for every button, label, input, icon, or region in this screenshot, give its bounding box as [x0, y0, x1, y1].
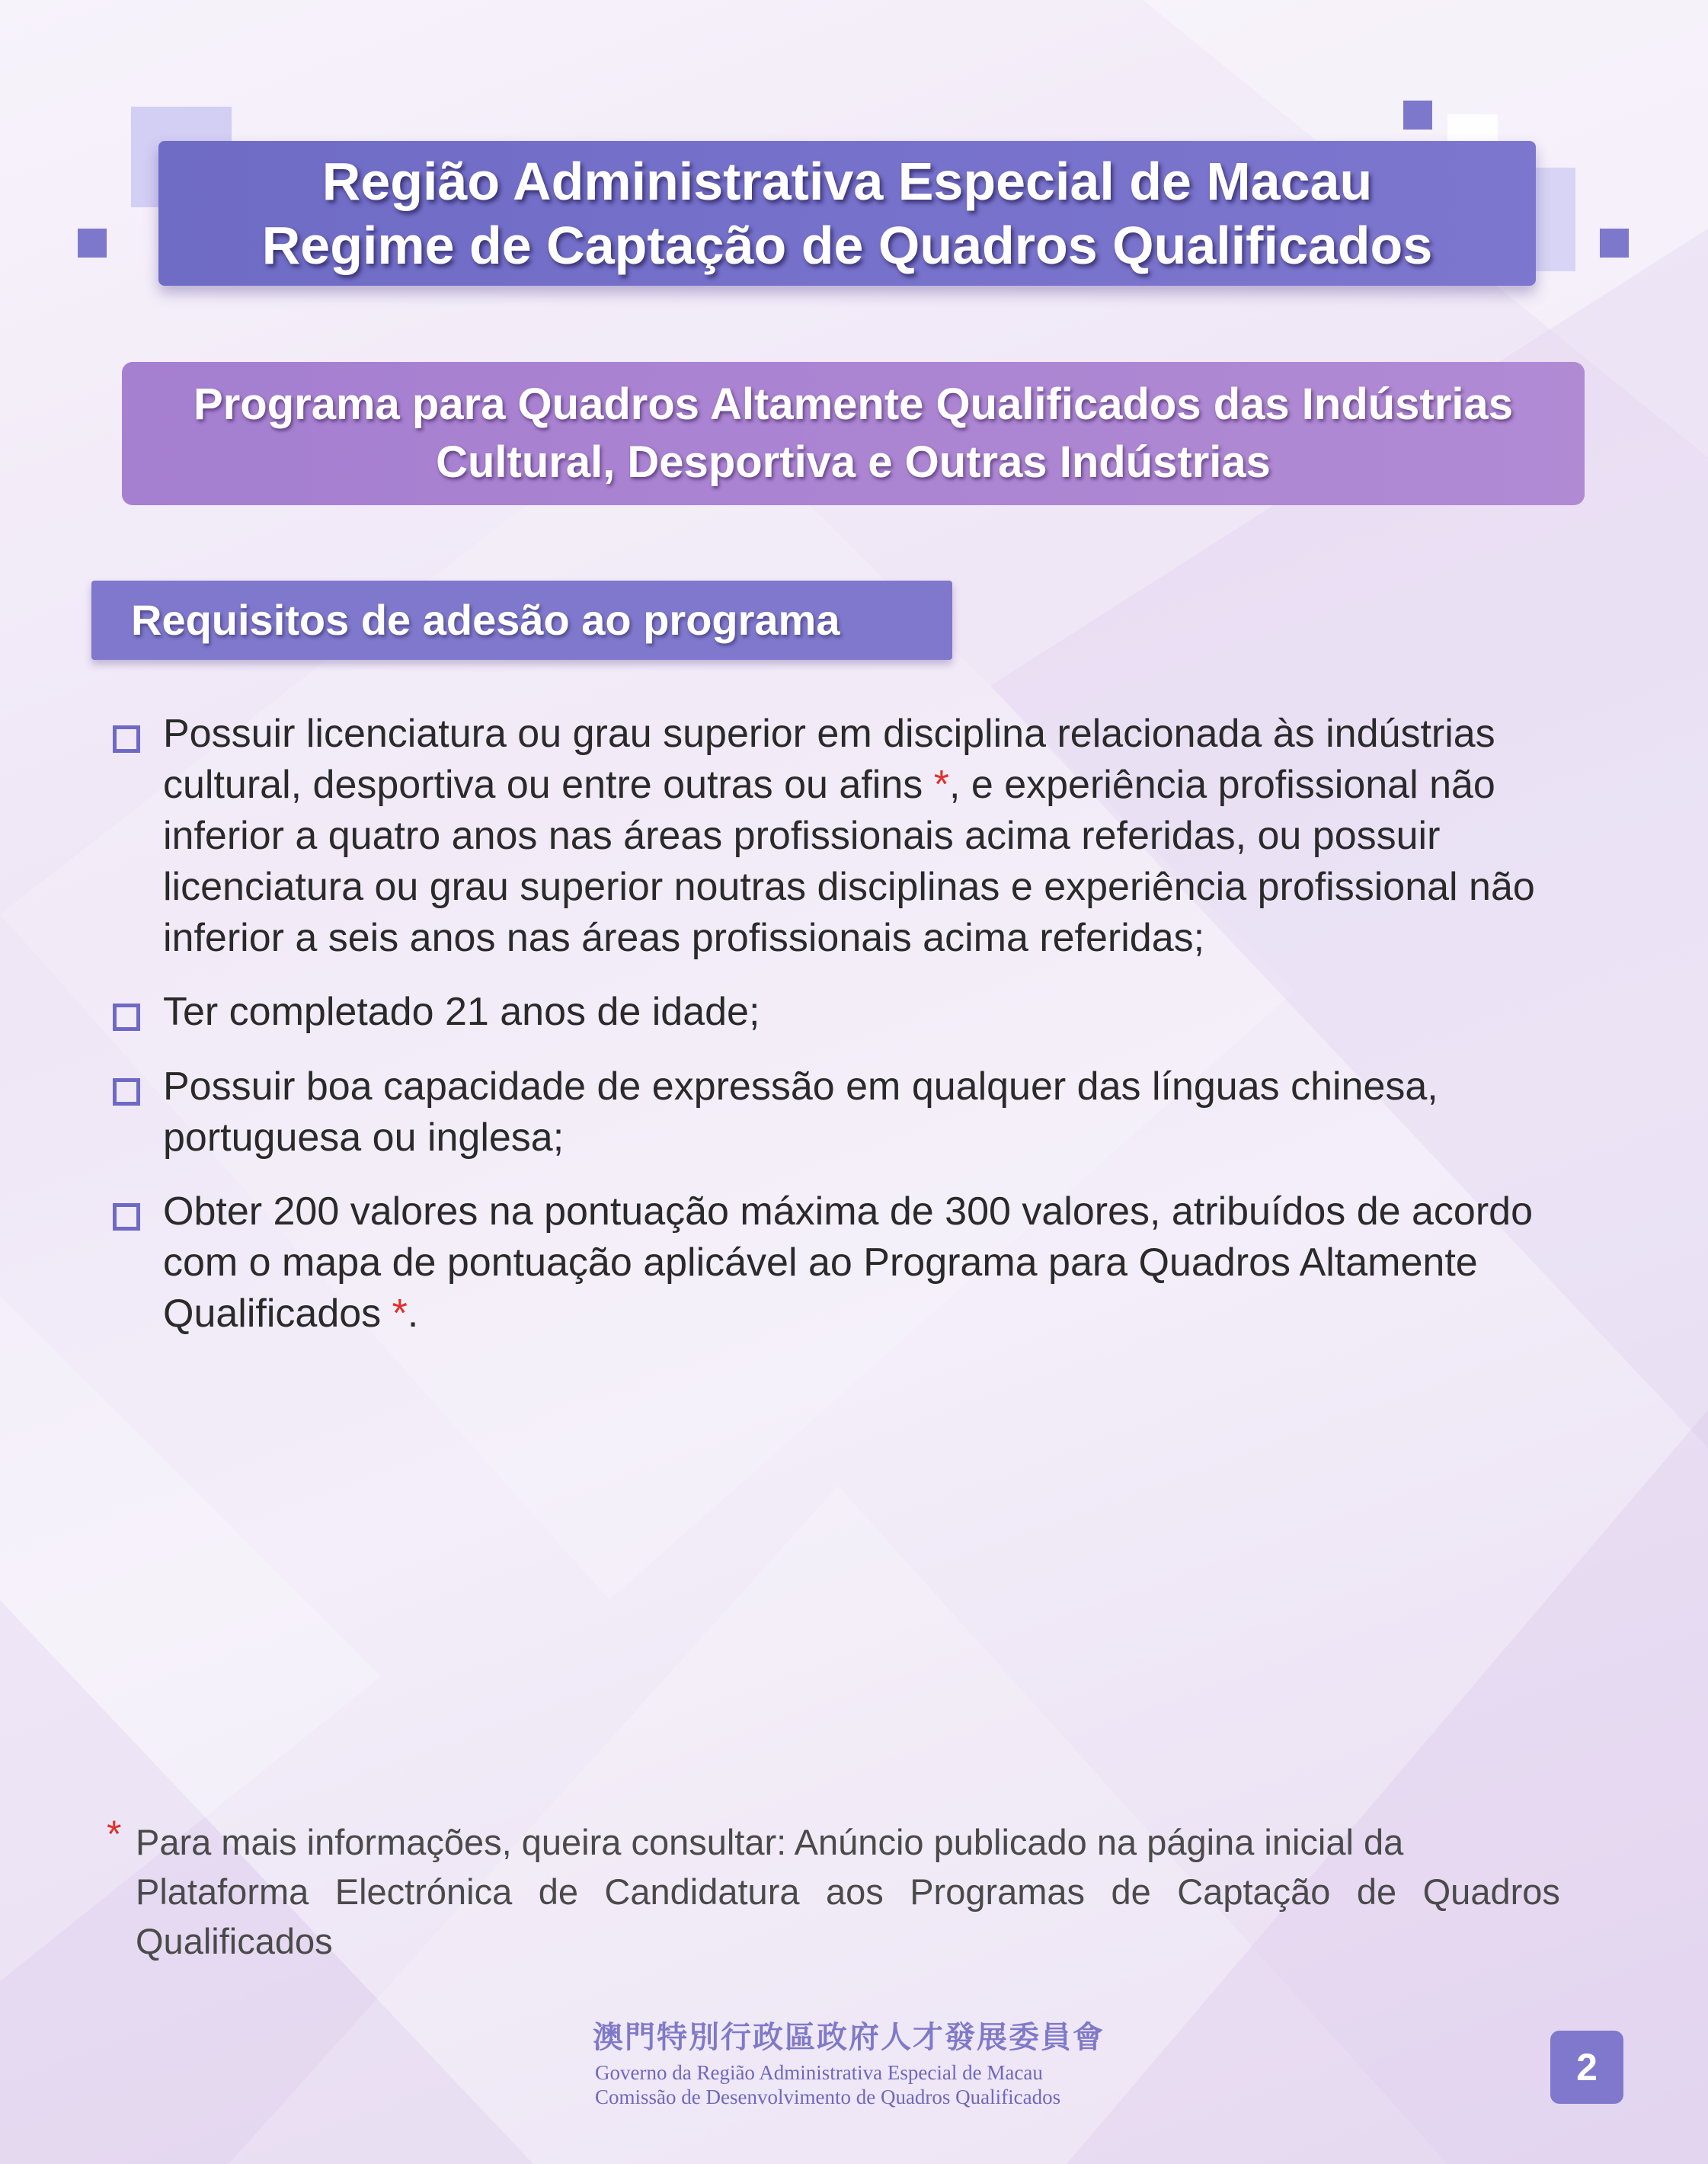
footnote-line-1: Para mais informações, queira consultar: Anúncio publicado na página inicial da — [136, 1822, 1404, 1862]
page-title-line-2: Regime de Captação de Quadros Qualificados — [261, 216, 1433, 275]
section-heading: Requisitos de adesão ao programa — [131, 596, 840, 644]
requirement-text: Ter completado 21 anos de idade; — [163, 990, 760, 1034]
section-heading-bar — [91, 581, 952, 660]
decor-square — [1600, 229, 1629, 258]
page-title-line-1: Região Administrativa Especial de Macau — [321, 152, 1373, 211]
requirement-text: Possuir boa capacidade de expressão em qualquer das línguas chinesa, portuguesa ou inglesa; — [163, 1064, 1438, 1160]
program-title-line-2: Cultural, Desportiva e Outras Indústrias — [436, 437, 1271, 487]
footnote-line-2: Plataforma Electrónica de Candidatura aos Programas de Captação de Quadros — [136, 1871, 1560, 1912]
decor-square — [1403, 101, 1432, 130]
page-title-banner — [158, 141, 1536, 286]
footer-org-line-1: Governo da Região Administrativa Especial de Macau — [595, 2061, 1043, 2084]
footer-org-line-2: Comissão de Desenvolvimento de Quadros Qualificados — [595, 2086, 1061, 2108]
footnote-line-3: Qualificados — [136, 1921, 333, 1961]
checkbox-square-icon — [113, 1004, 140, 1031]
asterisk-marker: * — [933, 763, 949, 807]
program-title-line-1: Programa para Quadros Altamente Qualificados das Indústrias — [194, 379, 1513, 429]
asterisk-marker: * — [392, 1292, 408, 1336]
checkbox-square-icon — [113, 725, 140, 753]
page-number-badge: 2 — [1550, 2031, 1623, 2104]
decor-square — [78, 229, 107, 258]
checkbox-square-icon — [113, 1203, 140, 1231]
footer-org-chinese: 澳門特別行政區政府人才發展委員會 — [593, 2020, 1105, 2055]
requirement-text: Possuir licenciatura ou grau superior em disciplina relacionada às indústrias cultural, desportiva ou entre outras ou afins *, e experiência profissional não inferior a quatro anos nas áreas profissionais acima referidas, ou possuir licenciatura ou grau superior noutras disciplinas e experiência profissional não inferior a seis anos nas áreas profissionais acima referidas; — [163, 712, 1535, 960]
program-banner — [122, 362, 1585, 505]
checkbox-square-icon — [113, 1078, 140, 1106]
requirement-text: Obter 200 valores na pontuação máxima de 300 valores, atribuídos de acordo com o mapa de pontuação aplicável ao Programa para Quadros Altamente Qualificados *. — [163, 1189, 1533, 1336]
asterisk-marker: * — [107, 1813, 122, 1855]
